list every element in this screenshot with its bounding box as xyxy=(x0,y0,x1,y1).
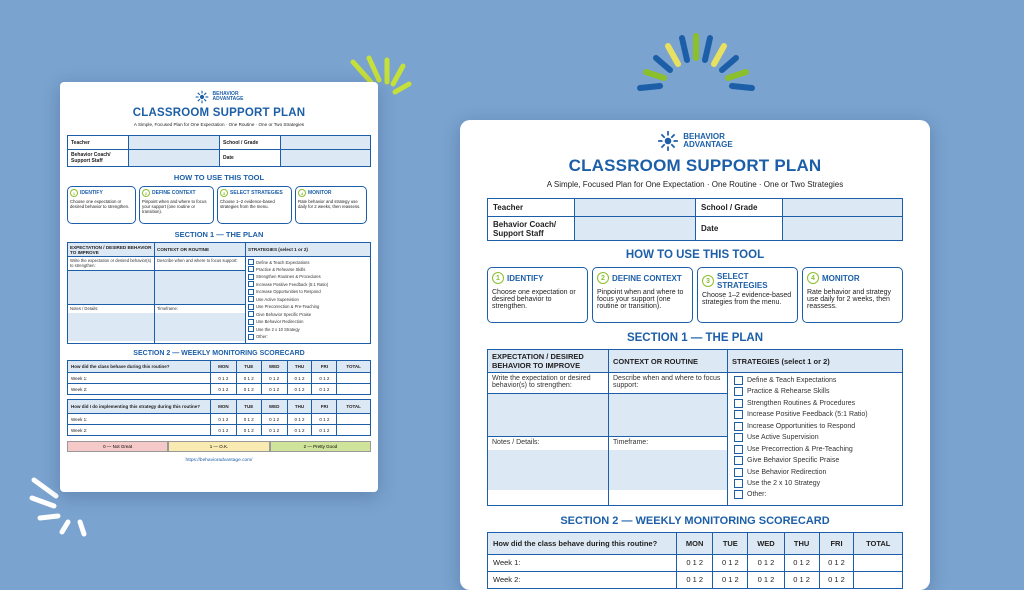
score-question-1: How did the class behave during this routine? xyxy=(68,361,211,373)
step-title: IDENTIFY xyxy=(507,273,544,283)
strategy-label: Use Behavior Redirection xyxy=(256,319,304,325)
total-cell[interactable] xyxy=(854,571,903,588)
step-identify xyxy=(67,186,136,224)
score-cell[interactable]: 0 1 2 xyxy=(819,554,854,571)
logo-line2: ADVANTAGE xyxy=(683,140,733,149)
day-total: TOTAL xyxy=(337,361,371,373)
step-number: 4 xyxy=(807,272,819,284)
strategy-checkbox[interactable] xyxy=(734,399,743,408)
step-identify xyxy=(487,267,588,323)
step-number: 3 xyxy=(702,275,714,287)
strategy-label: Give Behavior Specific Praise xyxy=(747,457,840,465)
score-cell[interactable]: 0 1 2 xyxy=(236,373,261,384)
context-cell[interactable] xyxy=(155,257,246,344)
strategies-cell xyxy=(246,257,371,344)
strategy-option[interactable] xyxy=(248,319,368,325)
step-select-strategies xyxy=(697,267,798,323)
score-cell[interactable]: 0 1 2 xyxy=(312,373,337,384)
expectation-header: EXPECTATION / DESIRED BEHAVIOR TO IMPROVE xyxy=(68,243,155,257)
strategy-checkbox[interactable] xyxy=(734,422,743,431)
page-title: CLASSROOM SUPPORT PLAN xyxy=(132,107,306,119)
score-cell[interactable]: 0 1 2 xyxy=(261,384,287,395)
step-define-context xyxy=(592,267,693,323)
step-text: Rate behavior and strategy use daily for 2 weeks, then reassess. xyxy=(807,289,892,310)
teacher-field[interactable] xyxy=(575,199,696,217)
strategy-checkbox[interactable] xyxy=(248,266,254,272)
step-title: IDENTIFY xyxy=(80,190,103,196)
logo-line1: BEHAVIOR xyxy=(212,91,239,97)
total-cell[interactable] xyxy=(337,425,371,436)
week-label: Week 1: xyxy=(68,373,211,384)
how-to-title: HOW TO USE THIS TOOL xyxy=(173,173,265,182)
score-cell[interactable]: 0 1 2 xyxy=(819,571,854,588)
step-monitor xyxy=(295,186,367,224)
total-cell[interactable] xyxy=(337,384,371,395)
day-tue: TUE xyxy=(713,532,748,554)
total-cell[interactable] xyxy=(337,373,371,384)
strategy-checkbox[interactable] xyxy=(734,479,743,488)
strategy-label: Strengthen Routines & Procedures xyxy=(256,274,321,280)
context-header: CONTEXT OR ROUTINE xyxy=(155,243,246,257)
score-cell[interactable]: 0 1 2 xyxy=(211,414,237,425)
day-thu: THU xyxy=(784,532,819,554)
day-wed: WED xyxy=(748,532,784,554)
legend-pretty-good: 2 — Pretty Good xyxy=(270,441,371,452)
date-field[interactable] xyxy=(281,150,371,167)
logo-line2: ADVANTAGE xyxy=(212,96,244,102)
step-define-context xyxy=(139,186,214,224)
strategy-label: Give Behavior Specific Praise xyxy=(256,311,312,317)
step-monitor xyxy=(802,267,903,323)
strategy-label: Increase Positive Feedback (5:1 Ratio) xyxy=(747,411,868,419)
score-cell[interactable]: 0 1 2 xyxy=(312,425,337,436)
strategy-checkbox[interactable] xyxy=(248,289,254,295)
school-field[interactable] xyxy=(281,136,371,150)
section2-title: SECTION 2 — WEEKLY MONITORING SCORECARD xyxy=(560,514,830,527)
step-text: Pinpoint when and where to focus your support (one routine or transition). xyxy=(142,199,207,214)
date-field[interactable] xyxy=(783,217,903,241)
strategy-checkbox[interactable] xyxy=(734,490,743,499)
coach-label: Behavior Coach/ Support Staff xyxy=(68,150,129,167)
steps-row xyxy=(487,267,930,323)
strategy-checkbox[interactable] xyxy=(248,304,254,310)
score-cell[interactable]: 0 1 2 xyxy=(748,554,784,571)
day-fri: FRI xyxy=(819,532,854,554)
strategy-checkbox[interactable] xyxy=(734,433,743,442)
score-cell[interactable]: 0 1 2 xyxy=(261,425,287,436)
step-title: DEFINE CONTEXT xyxy=(152,190,196,196)
step-title: MONITOR xyxy=(822,273,860,283)
website-link[interactable]: https://behavioradvantage.com/ xyxy=(185,458,253,464)
context-hint: Describe when and where to focus support: xyxy=(157,258,238,263)
strategy-label: Increase Positive Feedback (5:1 Ratio) xyxy=(256,281,329,287)
context-hint: Describe when and where to focus support: xyxy=(613,375,721,389)
strategy-option[interactable] xyxy=(734,422,896,431)
strategy-checkbox[interactable] xyxy=(248,296,254,302)
score-cell[interactable]: 0 1 2 xyxy=(236,414,261,425)
page-title: CLASSROOM SUPPORT PLAN xyxy=(568,156,822,175)
day-total: TOTAL xyxy=(337,400,371,414)
score-cell[interactable]: 0 1 2 xyxy=(677,554,713,571)
plan-table xyxy=(67,242,371,344)
context-header: CONTEXT OR ROUTINE xyxy=(609,350,728,373)
timeframe-fill xyxy=(609,450,727,490)
score-cell[interactable]: 0 1 2 xyxy=(211,373,237,384)
step-text: Pinpoint when and where to focus your support (one routine or transition). xyxy=(597,289,684,310)
scorecard-table-1 xyxy=(67,360,371,395)
coach-field[interactable] xyxy=(575,217,696,241)
strategy-option[interactable] xyxy=(248,281,368,287)
notes-fill xyxy=(68,313,154,341)
step-select-strategies xyxy=(217,186,292,224)
strategy-option[interactable] xyxy=(248,326,368,332)
document-preview-small xyxy=(60,82,378,492)
score-cell[interactable]: 0 1 2 xyxy=(211,425,237,436)
score-cell[interactable]: 0 1 2 xyxy=(236,384,261,395)
strategy-checkbox[interactable] xyxy=(734,445,743,454)
day-fri: FRI xyxy=(312,400,337,414)
step-text: Choose one expectation or desired behavior to strengthen. xyxy=(492,289,576,310)
teacher-label: Teacher xyxy=(68,136,129,150)
school-label: School / Grade xyxy=(696,199,783,217)
strategy-option[interactable] xyxy=(248,289,368,295)
strategy-checkbox[interactable] xyxy=(248,274,254,280)
logo-icon xyxy=(657,130,679,152)
step-text: Choose one expectation or desired behavior to strengthen. xyxy=(70,199,130,209)
strategy-label: Practice & Rehearse Skills xyxy=(747,388,830,396)
step-title: SELECT STRATEGIES xyxy=(717,272,768,290)
expectation-cell[interactable] xyxy=(68,257,155,344)
strategy-option[interactable] xyxy=(734,456,896,465)
plan-table xyxy=(487,349,903,506)
scorecard-table-1 xyxy=(487,532,903,589)
score-cell[interactable]: 0 1 2 xyxy=(312,384,337,395)
context-fill xyxy=(155,270,245,304)
strategy-checkbox[interactable] xyxy=(248,281,254,287)
strategy-label: Other: xyxy=(256,334,268,340)
step-text: Rate behavior and strategy use daily for 2 weeks, then reassess. xyxy=(298,199,361,209)
day-mon: MON xyxy=(211,400,237,414)
score-cell[interactable]: 0 1 2 xyxy=(287,373,312,384)
score-cell[interactable]: 0 1 2 xyxy=(713,571,748,588)
step-number: 3 xyxy=(220,189,228,197)
strategy-option[interactable] xyxy=(734,490,896,499)
strategy-option[interactable] xyxy=(734,410,896,419)
step-text: Choose 1–2 evidence-based strategies from the menu. xyxy=(702,292,792,306)
strategies-header: STRATEGIES (select 1 or 2) xyxy=(246,243,371,257)
expectation-header: EXPECTATION / DESIRED BEHAVIOR TO IMPROVE xyxy=(488,350,609,373)
teacher-field[interactable] xyxy=(129,136,220,150)
strategy-label: Use Precorrection & Pre-Teaching xyxy=(256,304,320,310)
teacher-label: Teacher xyxy=(488,199,575,217)
strategy-option[interactable] xyxy=(734,468,896,477)
notes-fill xyxy=(488,450,608,490)
strategy-option[interactable] xyxy=(248,296,368,302)
document-preview-large xyxy=(460,120,930,590)
how-to-title: HOW TO USE THIS TOOL xyxy=(625,249,765,261)
context-cell[interactable] xyxy=(609,373,728,506)
day-total: TOTAL xyxy=(854,532,903,554)
score-cell[interactable]: 0 1 2 xyxy=(748,571,784,588)
score-cell[interactable]: 0 1 2 xyxy=(211,384,237,395)
score-cell[interactable]: 0 1 2 xyxy=(312,414,337,425)
strategy-label: Use the 2 x 10 Strategy xyxy=(747,479,821,487)
step-number: 2 xyxy=(142,189,150,197)
strategy-checkbox[interactable] xyxy=(248,334,254,340)
score-cell[interactable]: 0 1 2 xyxy=(236,425,261,436)
strategy-checkbox[interactable] xyxy=(248,326,254,332)
score-cell[interactable]: 0 1 2 xyxy=(261,373,287,384)
info-table xyxy=(67,135,371,167)
strategy-option[interactable] xyxy=(248,304,368,310)
legend-ok: 1 — O.K. xyxy=(168,441,269,452)
score-question-2: How did I do implementing this strategy during this routine? xyxy=(68,400,211,414)
page-subtitle: A Simple, Focused Plan for One Expectation · One Routine · One or Two Strategies xyxy=(546,180,844,189)
date-label: Date xyxy=(696,217,783,241)
score-cell[interactable]: 0 1 2 xyxy=(713,554,748,571)
score-cell[interactable]: 0 1 2 xyxy=(784,571,819,588)
expectation-fill xyxy=(488,393,608,436)
day-fri: FRI xyxy=(312,361,337,373)
score-legend xyxy=(67,441,371,452)
week-label: Week 2: xyxy=(68,384,211,395)
week-label: Week 2: xyxy=(488,571,677,588)
strategy-checkbox[interactable] xyxy=(734,468,743,477)
step-number: 1 xyxy=(70,189,78,197)
strategy-checkbox[interactable] xyxy=(248,259,254,265)
section1-title: SECTION 1 — THE PLAN xyxy=(174,230,264,239)
day-thu: THU xyxy=(287,400,312,414)
expectation-cell[interactable] xyxy=(488,373,609,506)
strategy-option[interactable] xyxy=(734,433,896,442)
day-mon: MON xyxy=(677,532,713,554)
day-tue: TUE xyxy=(236,400,261,414)
brand-logo xyxy=(460,130,930,152)
scorecard-table-2 xyxy=(67,399,371,436)
school-field[interactable] xyxy=(783,199,903,217)
strategy-label: Increase Opportunities to Respond xyxy=(256,289,321,295)
step-number: 4 xyxy=(298,189,306,197)
week-label: Week 2: xyxy=(68,425,211,436)
school-label: School / Grade xyxy=(220,136,281,150)
strategy-label: Use Active Supervision xyxy=(256,296,299,302)
step-text: Choose 1–2 evidence-based strategies from the menu. xyxy=(220,199,275,209)
context-fill xyxy=(609,393,727,436)
sunburst-decoration-top xyxy=(630,28,760,98)
strategy-checkbox[interactable] xyxy=(248,311,254,317)
notes-hint: Notes / Details: xyxy=(488,436,608,450)
strategy-checkbox[interactable] xyxy=(734,387,743,396)
strategy-checkbox[interactable] xyxy=(734,456,743,465)
legend-not-great: 0 — Not Great xyxy=(67,441,168,452)
date-label: Date xyxy=(220,150,281,167)
section1-title: SECTION 1 — THE PLAN xyxy=(626,332,764,344)
step-number: 1 xyxy=(492,272,504,284)
notes-hint: Notes / Details: xyxy=(68,304,154,313)
step-number: 2 xyxy=(597,272,609,284)
strategy-label: Define & Teach Expectations xyxy=(256,259,310,265)
strategy-option[interactable] xyxy=(248,266,368,272)
strategy-label: Define & Teach Expectations xyxy=(747,377,837,384)
page-subtitle: A Simple, Focused Plan for One Expectation · One Routine · One or Two Strategies xyxy=(133,122,305,127)
strategy-option[interactable] xyxy=(248,311,368,317)
strategy-option[interactable] xyxy=(248,274,368,280)
strategy-option[interactable] xyxy=(734,387,896,396)
day-mon: MON xyxy=(211,361,237,373)
week-label: Week 1: xyxy=(488,554,677,571)
day-tue: TUE xyxy=(236,361,261,373)
week-label: Week 1: xyxy=(68,414,211,425)
expectation-fill xyxy=(68,270,154,304)
score-question-1: How did the class behave during this routine? xyxy=(488,532,677,554)
strategy-label: Other: xyxy=(747,491,767,499)
info-table xyxy=(487,198,903,241)
day-wed: WED xyxy=(261,400,287,414)
score-cell[interactable]: 0 1 2 xyxy=(784,554,819,571)
coach-label: Behavior Coach/ Support Staff xyxy=(488,217,575,241)
score-cell[interactable]: 0 1 2 xyxy=(287,384,312,395)
timeframe-fill xyxy=(155,313,245,341)
score-cell[interactable]: 0 1 2 xyxy=(287,425,312,436)
strategies-header: STRATEGIES (select 1 or 2) xyxy=(728,350,903,373)
strategy-option[interactable] xyxy=(248,334,368,340)
total-cell[interactable] xyxy=(854,554,903,571)
strategy-option[interactable] xyxy=(734,399,896,408)
strategy-label: Use Active Supervision xyxy=(747,434,819,442)
expectation-hint: Write the expectation or desired behavior(s) to strengthen: xyxy=(70,258,152,268)
strategies-cell xyxy=(728,373,903,506)
strategy-checkbox[interactable] xyxy=(734,376,743,385)
coach-field[interactable] xyxy=(129,150,220,167)
step-title: SELECT STRATEGIES xyxy=(230,190,283,196)
brand-logo xyxy=(60,90,378,104)
score-cell[interactable]: 0 1 2 xyxy=(287,414,312,425)
strategy-checkbox[interactable] xyxy=(734,410,743,419)
strategy-label: Practice & Rehearse Skills xyxy=(256,266,306,272)
section2-title: SECTION 2 — WEEKLY MONITORING SCORECARD xyxy=(133,350,305,358)
day-thu: THU xyxy=(287,361,312,373)
strategy-option[interactable] xyxy=(734,479,896,488)
timeframe-hint: Timeframe: xyxy=(609,436,727,450)
strategy-label: Use Precorrection & Pre-Teaching xyxy=(747,445,853,453)
strategy-option[interactable] xyxy=(248,259,368,265)
logo-line1: BEHAVIOR xyxy=(683,132,725,141)
total-cell[interactable] xyxy=(337,414,371,425)
strategy-label: Strengthen Routines & Procedures xyxy=(747,399,856,407)
day-wed: WED xyxy=(261,361,287,373)
score-cell[interactable]: 0 1 2 xyxy=(677,571,713,588)
strategy-option[interactable] xyxy=(734,376,896,385)
timeframe-hint: Timeframe: xyxy=(155,304,245,313)
steps-row xyxy=(67,186,378,224)
step-title: MONITOR xyxy=(308,190,332,196)
score-cell[interactable]: 0 1 2 xyxy=(261,414,287,425)
strategy-label: Use the 2 x 10 Strategy xyxy=(256,326,300,332)
strategy-label: Increase Opportunities to Respond xyxy=(747,422,856,430)
step-title: DEFINE CONTEXT xyxy=(612,273,682,283)
logo-icon xyxy=(195,90,209,104)
expectation-hint: Write the expectation or desired behavior(s) to strengthen: xyxy=(492,375,591,389)
strategy-option[interactable] xyxy=(734,445,896,454)
strategy-label: Use Behavior Redirection xyxy=(747,468,827,476)
strategy-checkbox[interactable] xyxy=(248,319,254,325)
